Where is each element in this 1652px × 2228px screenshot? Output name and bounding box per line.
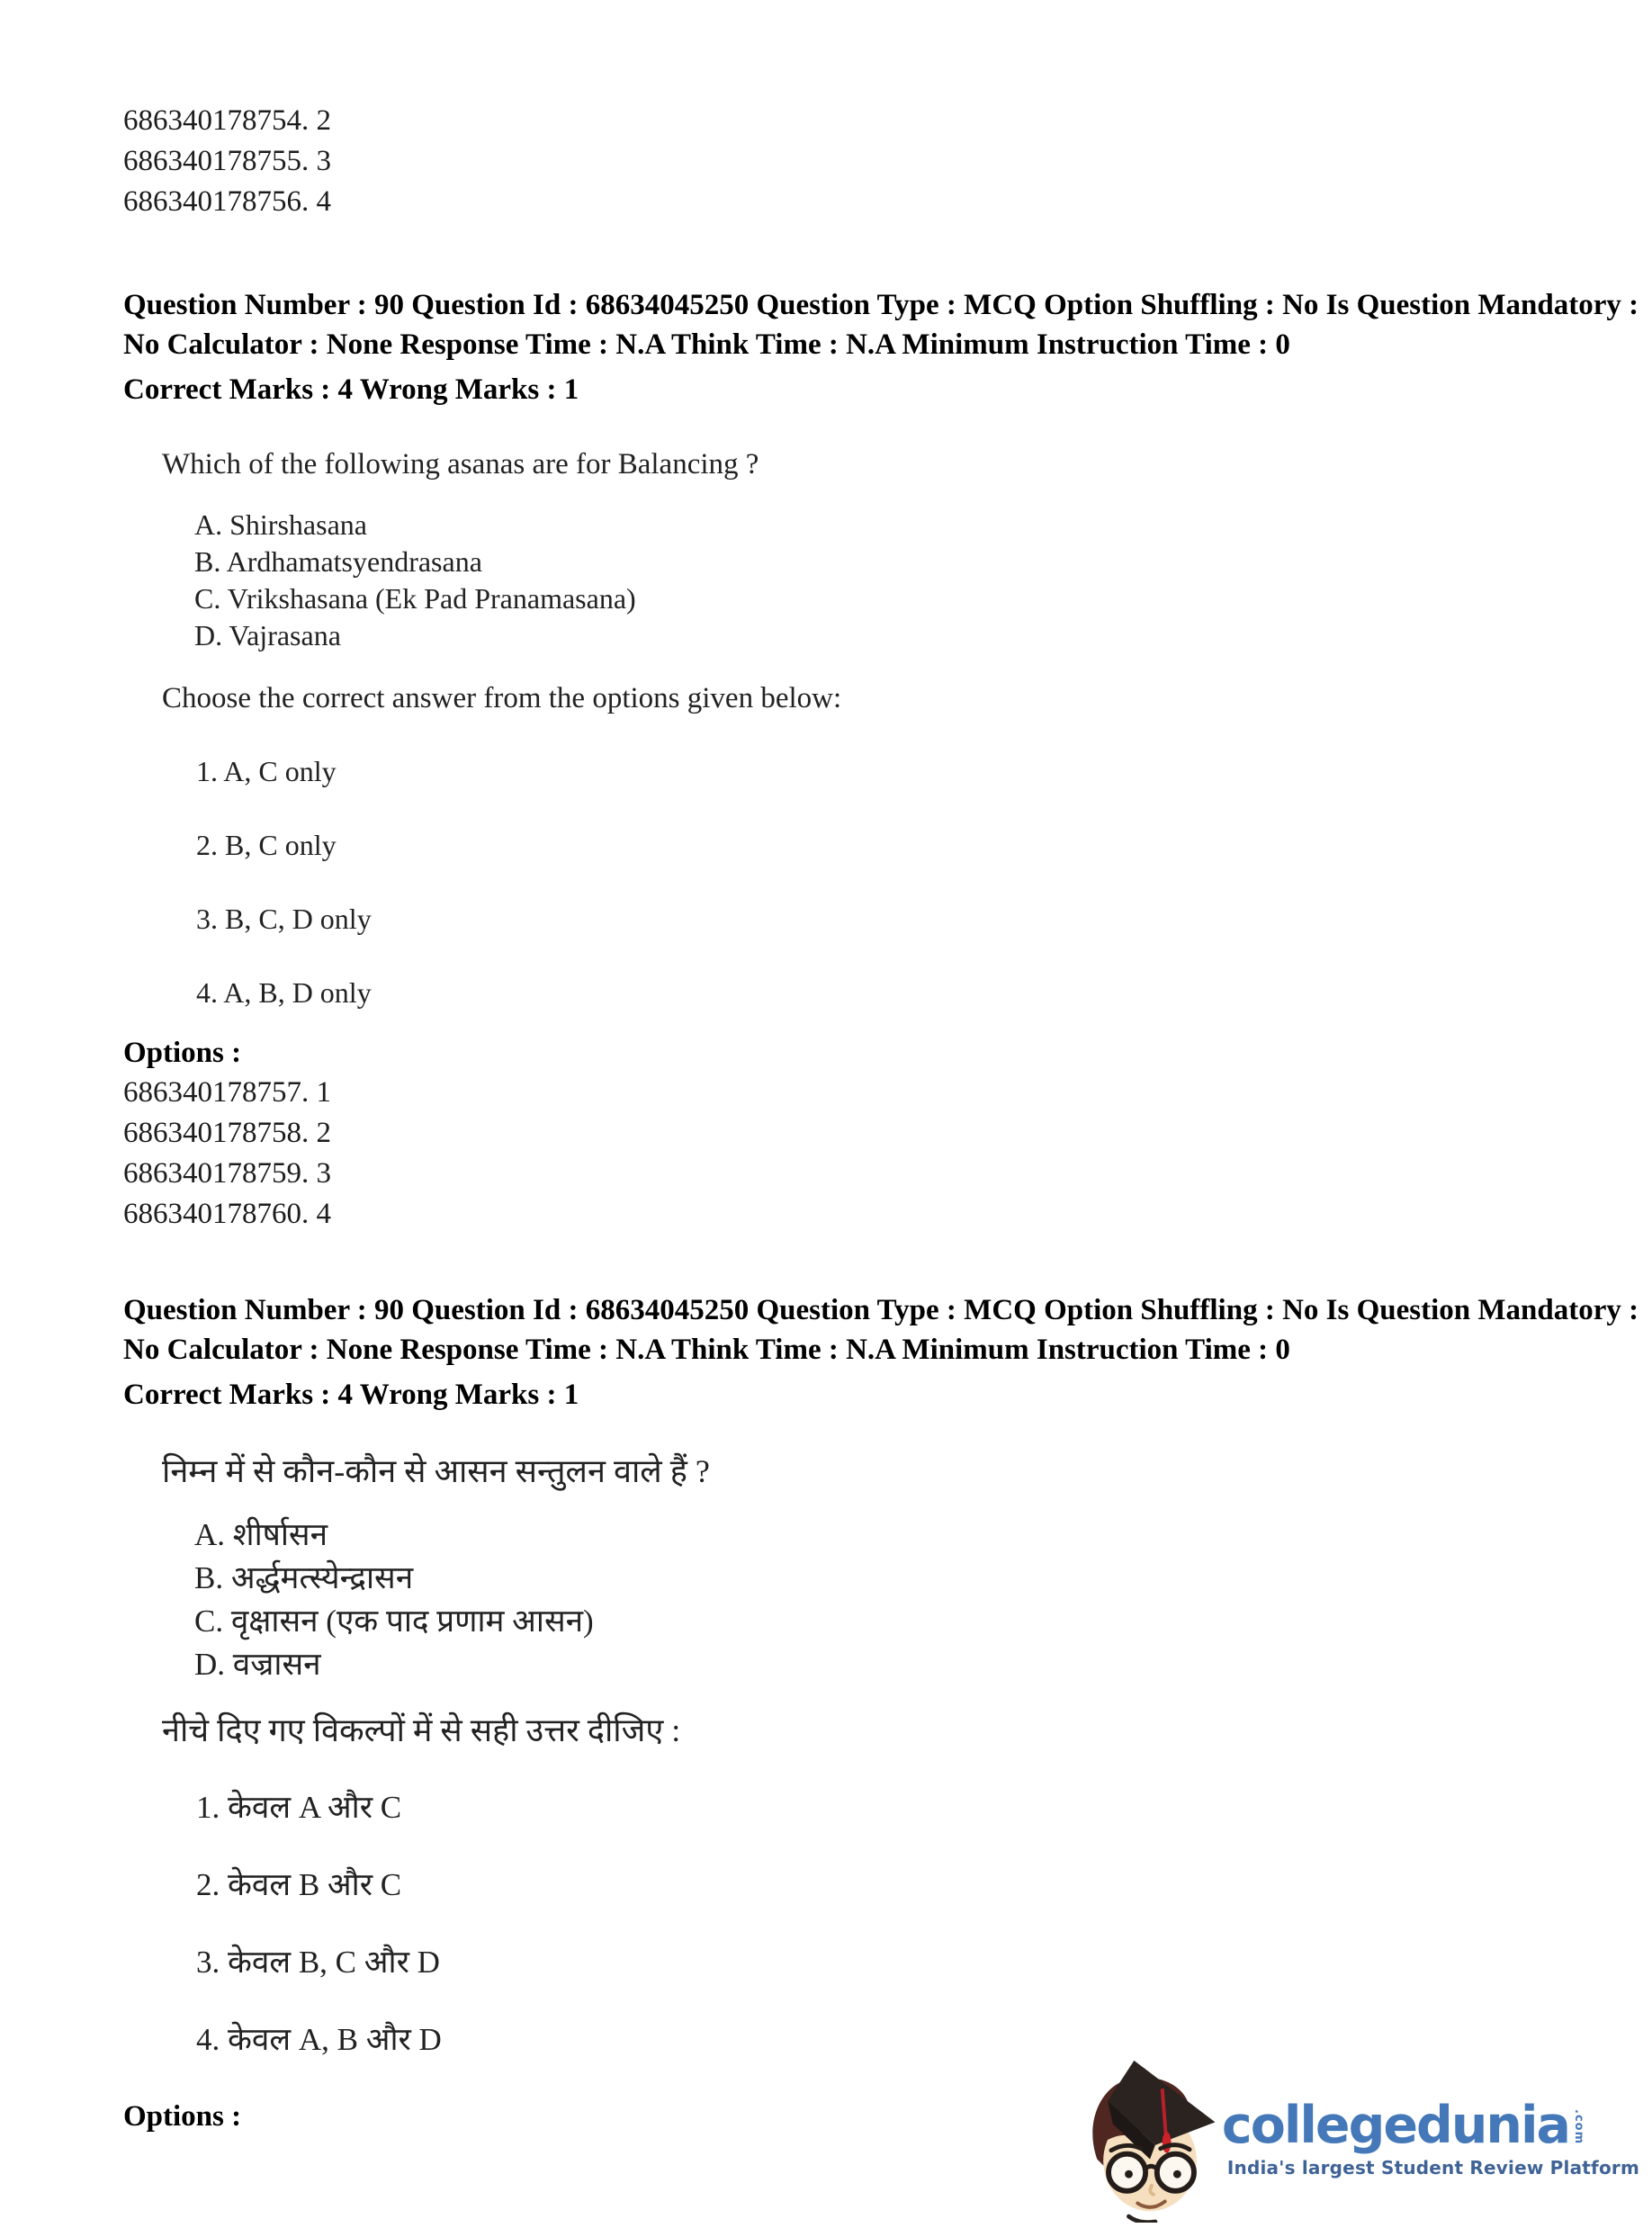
options-heading: Options :: [123, 2100, 242, 2133]
option-id-line: 686340178759. 3: [123, 1157, 331, 1190]
option-id-line: 686340178760. 4: [123, 1198, 331, 1230]
question-marks-line: Correct Marks : 4 Wrong Marks : 1: [123, 373, 579, 406]
statement-line: C. Vrikshasana (Ek Pad Pranamasana): [194, 582, 636, 615]
question-block-hindi: [0, 1290, 1652, 2136]
statement-list: [194, 507, 1652, 654]
options-heading: Options :: [123, 1037, 242, 1069]
statement-line: A. Shirshasana: [194, 508, 367, 541]
choice-line: 1. केवल A और C: [196, 1790, 402, 1825]
choice-line: 3. B, C, D only: [196, 903, 372, 935]
statement-line: B. अर्द्धमत्स्येन्द्रासन: [194, 1560, 414, 1595]
question-meta-line-1: Question Number : 90 Question Id : 68634045250 Question Type : MCQ Option Shuffling : No Is Question Mandatory :: [123, 289, 1639, 321]
choose-instruction: Choose the correct answer from the options given below:: [162, 682, 842, 714]
brand-tagline: India's largest Student Review Platform: [1226, 2156, 1639, 2179]
statement-line: C. वृक्षासन (एक पाद प्रणाम आसन): [194, 1604, 594, 1639]
choice-line: 3. केवल B, C और D: [196, 1945, 440, 1980]
statement-line: A. शीर्षासन: [194, 1517, 328, 1552]
statement-list: [194, 1514, 1652, 1686]
question-marks-line: Correct Marks : 4 Wrong Marks : 1: [123, 1379, 579, 1411]
choice-line: 4. केवल A, B और D: [196, 2022, 442, 2057]
statement-line: D. Vajrasana: [194, 619, 341, 651]
option-id-line: 686340178756. 4: [123, 185, 331, 218]
question-meta: [123, 1290, 1652, 1415]
choice-line: 2. B, C only: [196, 829, 337, 861]
option-id-line: 686340178754. 2: [123, 104, 331, 137]
choose-instruction-hindi: नीचे दिए गए विकल्पों में से सही उत्तर दीजिए :: [162, 1712, 681, 1748]
choice-line: 1. A, C only: [196, 755, 337, 787]
brand-wordmark: collegedunia: [1221, 2095, 1570, 2155]
mascot-icon: [1083, 2055, 1218, 2223]
previous-question-option-ids: [0, 101, 1652, 222]
option-id-line: 686340178755. 3: [123, 145, 331, 177]
collegedunia-logo: [1083, 2055, 1639, 2223]
choice-line: 2. केवल B और C: [196, 1867, 402, 1902]
choice-line: 4. A, B, D only: [196, 976, 372, 1009]
option-id-line: 686340178757. 1: [123, 1076, 331, 1109]
logo-text: [1221, 2095, 1639, 2179]
question-meta: [123, 285, 1652, 409]
brand-tld: .com: [1572, 2108, 1586, 2144]
question-text: Which of the following asanas are for Balancing ?: [162, 448, 759, 481]
question-meta-line-1: Question Number : 90 Question Id : 68634045250 Question Type : MCQ Option Shuffling : No Is Question Mandatory :: [123, 1294, 1639, 1326]
choice-list: [196, 1787, 1652, 2061]
option-id-list: [0, 1073, 1652, 1235]
statement-line: B. Ardhamatsyendrasana: [194, 545, 482, 578]
statement-line: D. वज्रासन: [194, 1647, 321, 1682]
option-id-line: 686340178758. 2: [123, 1117, 331, 1149]
choice-list: [196, 753, 1652, 1011]
question-block-english: [0, 285, 1652, 1235]
question-meta-line-2: No Calculator : None Response Time : N.A Think Time : N.A Minimum Instruction Time : 0: [123, 1334, 1290, 1366]
question-text-hindi: निम्न में से कौन-कौन से आसन सन्तुलन वाले हैं ?: [162, 1453, 710, 1489]
question-meta-line-2: No Calculator : None Response Time : N.A Think Time : N.A Minimum Instruction Time : 0: [123, 328, 1290, 361]
